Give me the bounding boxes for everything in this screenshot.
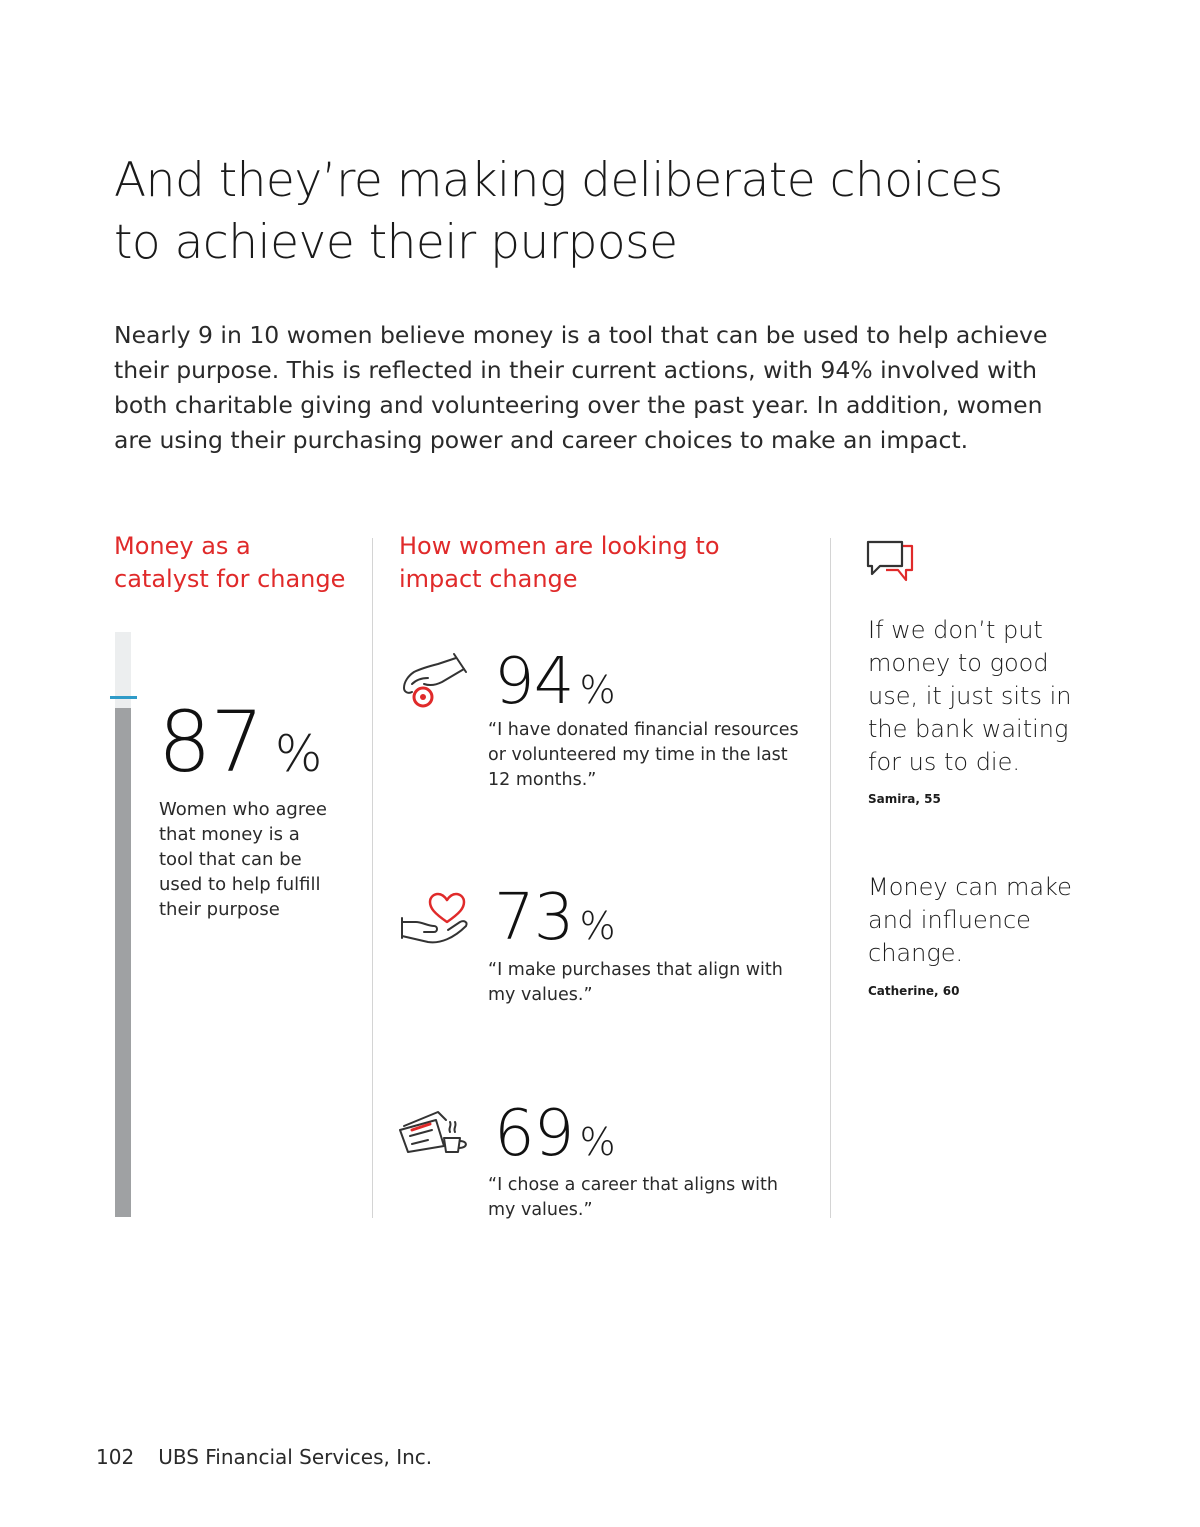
progress-bar-marker bbox=[110, 696, 137, 699]
page-title bbox=[114, 150, 1114, 274]
hand-heart-icon bbox=[398, 888, 472, 952]
left-stat-description: Women who agree that money is a tool that can be used to help fulfill their purpose bbox=[159, 799, 327, 920]
stat-2-unit: % bbox=[579, 904, 616, 948]
middle-heading-line-2: impact change bbox=[399, 565, 578, 593]
left-stat-value: 87 bbox=[158, 693, 263, 791]
stat-1 bbox=[494, 645, 616, 719]
page-title-line-2: to achieve their purpose bbox=[114, 215, 678, 270]
middle-column-heading bbox=[399, 530, 799, 596]
stat-3 bbox=[494, 1097, 616, 1171]
left-heading-line-1: Money as a bbox=[114, 532, 251, 560]
left-heading-line-2: catalyst for change bbox=[114, 565, 346, 593]
stat-2-quote: “I make purchases that align with my values.” bbox=[488, 960, 783, 1005]
stat-1-quote: “I have donated financial resources or volunteered my time in the last 12 months.” bbox=[488, 720, 799, 790]
stat-1-unit: % bbox=[579, 668, 616, 712]
stat-1-value: 94 bbox=[494, 645, 574, 719]
middle-heading-line-1: How women are looking to bbox=[399, 532, 720, 560]
hand-coin-icon bbox=[398, 650, 470, 712]
progress-bar-fill bbox=[115, 708, 131, 1217]
column-divider-1 bbox=[372, 538, 373, 1218]
speech-bubbles-icon bbox=[864, 538, 916, 584]
stat-3-value: 69 bbox=[494, 1097, 574, 1171]
column-divider-2 bbox=[830, 538, 831, 1218]
intro-paragraph: Nearly 9 in 10 women believe money is a tool that can be used to help achieve their purpose. This is reflected in their current actions, with 94% involved with both charitable giving and volunteering over the past year. In addition, women are using their purchasing power and career choices to make an impact. bbox=[114, 321, 1048, 454]
documents-coffee-icon bbox=[398, 1106, 472, 1158]
left-stat-unit: % bbox=[274, 725, 323, 783]
pull-quote-2: Money can make and influence change. bbox=[868, 873, 1072, 967]
pull-quote-1-author: Samira, 55 bbox=[868, 792, 941, 806]
stat-3-quote: “I chose a career that aligns with my values.” bbox=[488, 1175, 778, 1220]
left-stat bbox=[158, 693, 323, 791]
left-column-heading bbox=[114, 530, 354, 596]
pull-quote-1: If we don’t put money to good use, it just sits in the bank waiting for us to die. bbox=[868, 616, 1072, 776]
stat-2 bbox=[494, 881, 616, 955]
pull-quote-2-author: Catherine, 60 bbox=[868, 984, 960, 998]
stat-2-value: 73 bbox=[494, 881, 574, 955]
page-number: 102 bbox=[96, 1445, 135, 1469]
stat-3-unit: % bbox=[579, 1120, 616, 1164]
page-title-line-1: And they’re making deliberate choices bbox=[114, 153, 1003, 208]
footer-company: UBS Financial Services, Inc. bbox=[158, 1445, 433, 1469]
page-footer bbox=[96, 1445, 456, 1469]
